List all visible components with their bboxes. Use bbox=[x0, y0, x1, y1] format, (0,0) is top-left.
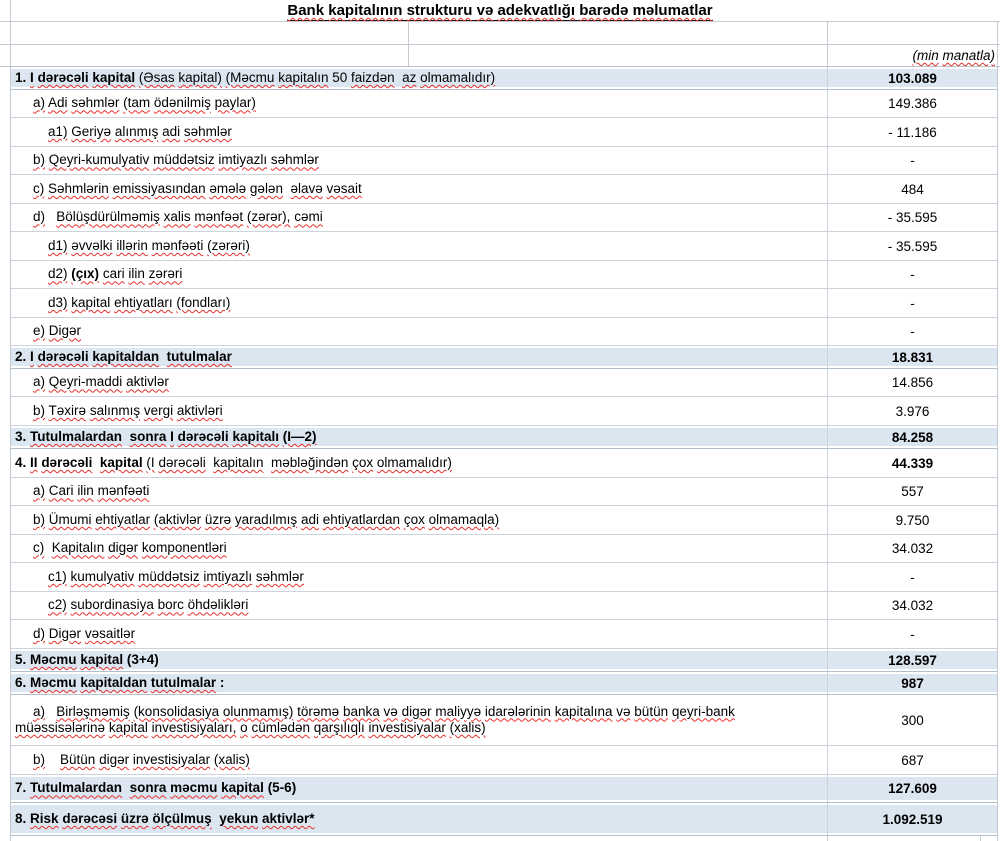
row-value: 84.258 bbox=[827, 426, 997, 448]
row-label: a1) Geriyə alınmış adi səhmlər bbox=[48, 123, 232, 139]
row-label: b) Bütün digər investisiyalar (xalis) bbox=[33, 751, 250, 767]
row-label: a) Qeyri-maddi aktivlər bbox=[33, 374, 169, 390]
gridline-vertical bbox=[408, 45, 409, 66]
table-row bbox=[11, 746, 997, 775]
gridline-vertical bbox=[997, 22, 998, 44]
row-label: c2) subordinasiya borc öhdəlikləri bbox=[48, 597, 249, 613]
row-value: - 35.595 bbox=[827, 232, 997, 260]
table-row bbox=[11, 318, 997, 346]
gridline-vertical bbox=[827, 836, 828, 841]
row-value: - bbox=[827, 147, 997, 174]
spacer-row bbox=[0, 22, 1000, 45]
table-body bbox=[11, 67, 997, 836]
table-row bbox=[11, 535, 997, 563]
row-label: b) Qeyri-kumulyativ müddətsiz imtiyazlı səhmlər bbox=[33, 152, 319, 168]
row-value: 44.339 bbox=[827, 449, 997, 477]
table-row bbox=[11, 175, 997, 204]
table-row bbox=[11, 649, 997, 672]
row-label: a) Birləşməmiş (konsolidasiya olunmamış) törəmə banka və digər maliyyə idarələrinin kapitalına və bütün qeyri-bank müəssisələrinə kapital investisiyaları, o cümlədən qarşılıqlı investisiyalar (xalis) bbox=[15, 703, 735, 735]
table-row bbox=[11, 346, 997, 369]
row-value: - bbox=[827, 620, 997, 648]
row-value: 687 bbox=[827, 746, 997, 774]
cutoff-row bbox=[11, 836, 997, 841]
row-label: e) Digər bbox=[33, 323, 82, 339]
table-row bbox=[11, 672, 997, 695]
unit-wrap bbox=[0, 45, 1000, 66]
row-value: - bbox=[827, 261, 997, 288]
gridline-vertical bbox=[827, 22, 828, 44]
table-row bbox=[11, 695, 997, 746]
table-row bbox=[11, 478, 997, 506]
row-value: 18.831 bbox=[827, 346, 997, 368]
row-value: - 35.595 bbox=[827, 204, 997, 231]
table-row bbox=[11, 506, 997, 535]
row-label: a) Cari ilin mənfəəti bbox=[33, 483, 150, 499]
unit-note: (min manatla) bbox=[912, 48, 995, 63]
row-value: 300 bbox=[827, 695, 997, 745]
table-row bbox=[11, 397, 997, 426]
capital-table bbox=[10, 67, 998, 841]
row-value: 128.597 bbox=[827, 649, 997, 671]
page-title: Bank kapitalının strukturu və adekvatlığı barədə məlumatlar bbox=[287, 2, 712, 21]
row-label: b) Təxirə salınmış vergi aktivləri bbox=[33, 402, 223, 418]
title-wrap bbox=[0, 0, 1000, 21]
row-label: 7. Tutulmalardan sonra məcmu kapital (5-6) bbox=[15, 780, 297, 796]
unit-row bbox=[0, 45, 1000, 67]
row-value: 3.976 bbox=[827, 397, 997, 425]
gridline-vertical bbox=[980, 836, 981, 841]
row-value: - bbox=[827, 563, 997, 591]
table-row bbox=[11, 592, 997, 620]
gridline-vertical bbox=[10, 22, 11, 44]
row-value: - bbox=[827, 318, 997, 345]
row-label: 8. Risk dərəcəsi üzrə ölçülmuş yekun aktivlər* bbox=[15, 810, 315, 826]
gridline-vertical bbox=[10, 0, 11, 21]
gridline-vertical bbox=[408, 22, 409, 44]
row-value: 9.750 bbox=[827, 506, 997, 534]
row-label: 4. II dərəcəli kapital (I dərəcəli kapitalın məbləğindən çox olmamalıdır) bbox=[15, 454, 452, 470]
row-label: d) Bölüşdürülməmiş xalis mənfəət (zərər), cəmi bbox=[33, 209, 323, 225]
table-row bbox=[11, 232, 997, 261]
row-label: 3. Tutulmalardan sonra I dərəcəli kapitalı (I—2) bbox=[15, 428, 317, 444]
row-value: 127.609 bbox=[827, 775, 997, 802]
row-label: a) Adi səhmlər (tam ödənilmiş paylar) bbox=[33, 95, 256, 111]
row-value: - bbox=[827, 289, 997, 317]
table-row bbox=[11, 67, 997, 90]
table-row bbox=[11, 803, 997, 836]
row-value: 987 bbox=[827, 672, 997, 694]
row-label: c) Səhmlərin emissiyasından əmələ gələn əlavə vəsait bbox=[33, 180, 362, 196]
row-label: c1) kumulyativ müddətsiz imtiyazlı səhmlər bbox=[48, 568, 304, 584]
row-value: 1.092.519 bbox=[827, 803, 997, 835]
gridline-vertical bbox=[827, 45, 828, 66]
table-row bbox=[11, 620, 997, 649]
row-label: 6. Məcmu kapitaldan tutulmalar : bbox=[15, 674, 225, 690]
row-value: 103.089 bbox=[827, 67, 997, 89]
row-label: d) Digər vəsaitlər bbox=[33, 625, 136, 641]
table-row bbox=[11, 449, 997, 478]
table-row bbox=[11, 147, 997, 175]
row-value: 34.032 bbox=[827, 535, 997, 562]
row-value: - 11.186 bbox=[827, 118, 997, 146]
table-row bbox=[11, 90, 997, 118]
table-row bbox=[11, 289, 997, 318]
table-row bbox=[11, 369, 997, 397]
table-row bbox=[11, 261, 997, 289]
row-label: b) Ümumi ehtiyatlar (aktivlər üzrə yaradılmış adi ehtiyatlardan çox olmamaqla) bbox=[33, 511, 500, 527]
row-value: 34.032 bbox=[827, 592, 997, 619]
table-row bbox=[11, 563, 997, 592]
table-row bbox=[11, 426, 997, 449]
row-label: 1. I dərəcəli kapital (Əsas kapital) (Məcmu kapitalın 50 faizdən az olmamalıdır) bbox=[15, 69, 496, 85]
gridline-vertical bbox=[10, 45, 11, 66]
row-label: d2) (çıx) cari ilin zərəri bbox=[48, 266, 183, 282]
row-label: 2. I dərəcəli kapitaldan tutulmalar bbox=[15, 348, 232, 364]
row-label: d3) kapital ehtiyatları (fondları) bbox=[48, 294, 231, 310]
row-label: d1) əvvəlki illərin mənfəəti (zərəri) bbox=[48, 237, 250, 253]
row-value: 484 bbox=[827, 175, 997, 203]
row-value: 149.386 bbox=[827, 90, 997, 117]
table-row bbox=[11, 118, 997, 147]
title-row bbox=[0, 0, 1000, 22]
row-value: 557 bbox=[827, 478, 997, 505]
table-row bbox=[11, 775, 997, 803]
row-label: 5. Məcmu kapital (3+4) bbox=[15, 651, 159, 667]
row-label: c) Kapitalın digər komponentləri bbox=[33, 540, 227, 556]
row-value: 14.856 bbox=[827, 369, 997, 396]
table-row bbox=[11, 204, 997, 232]
gridline-vertical bbox=[997, 45, 998, 66]
